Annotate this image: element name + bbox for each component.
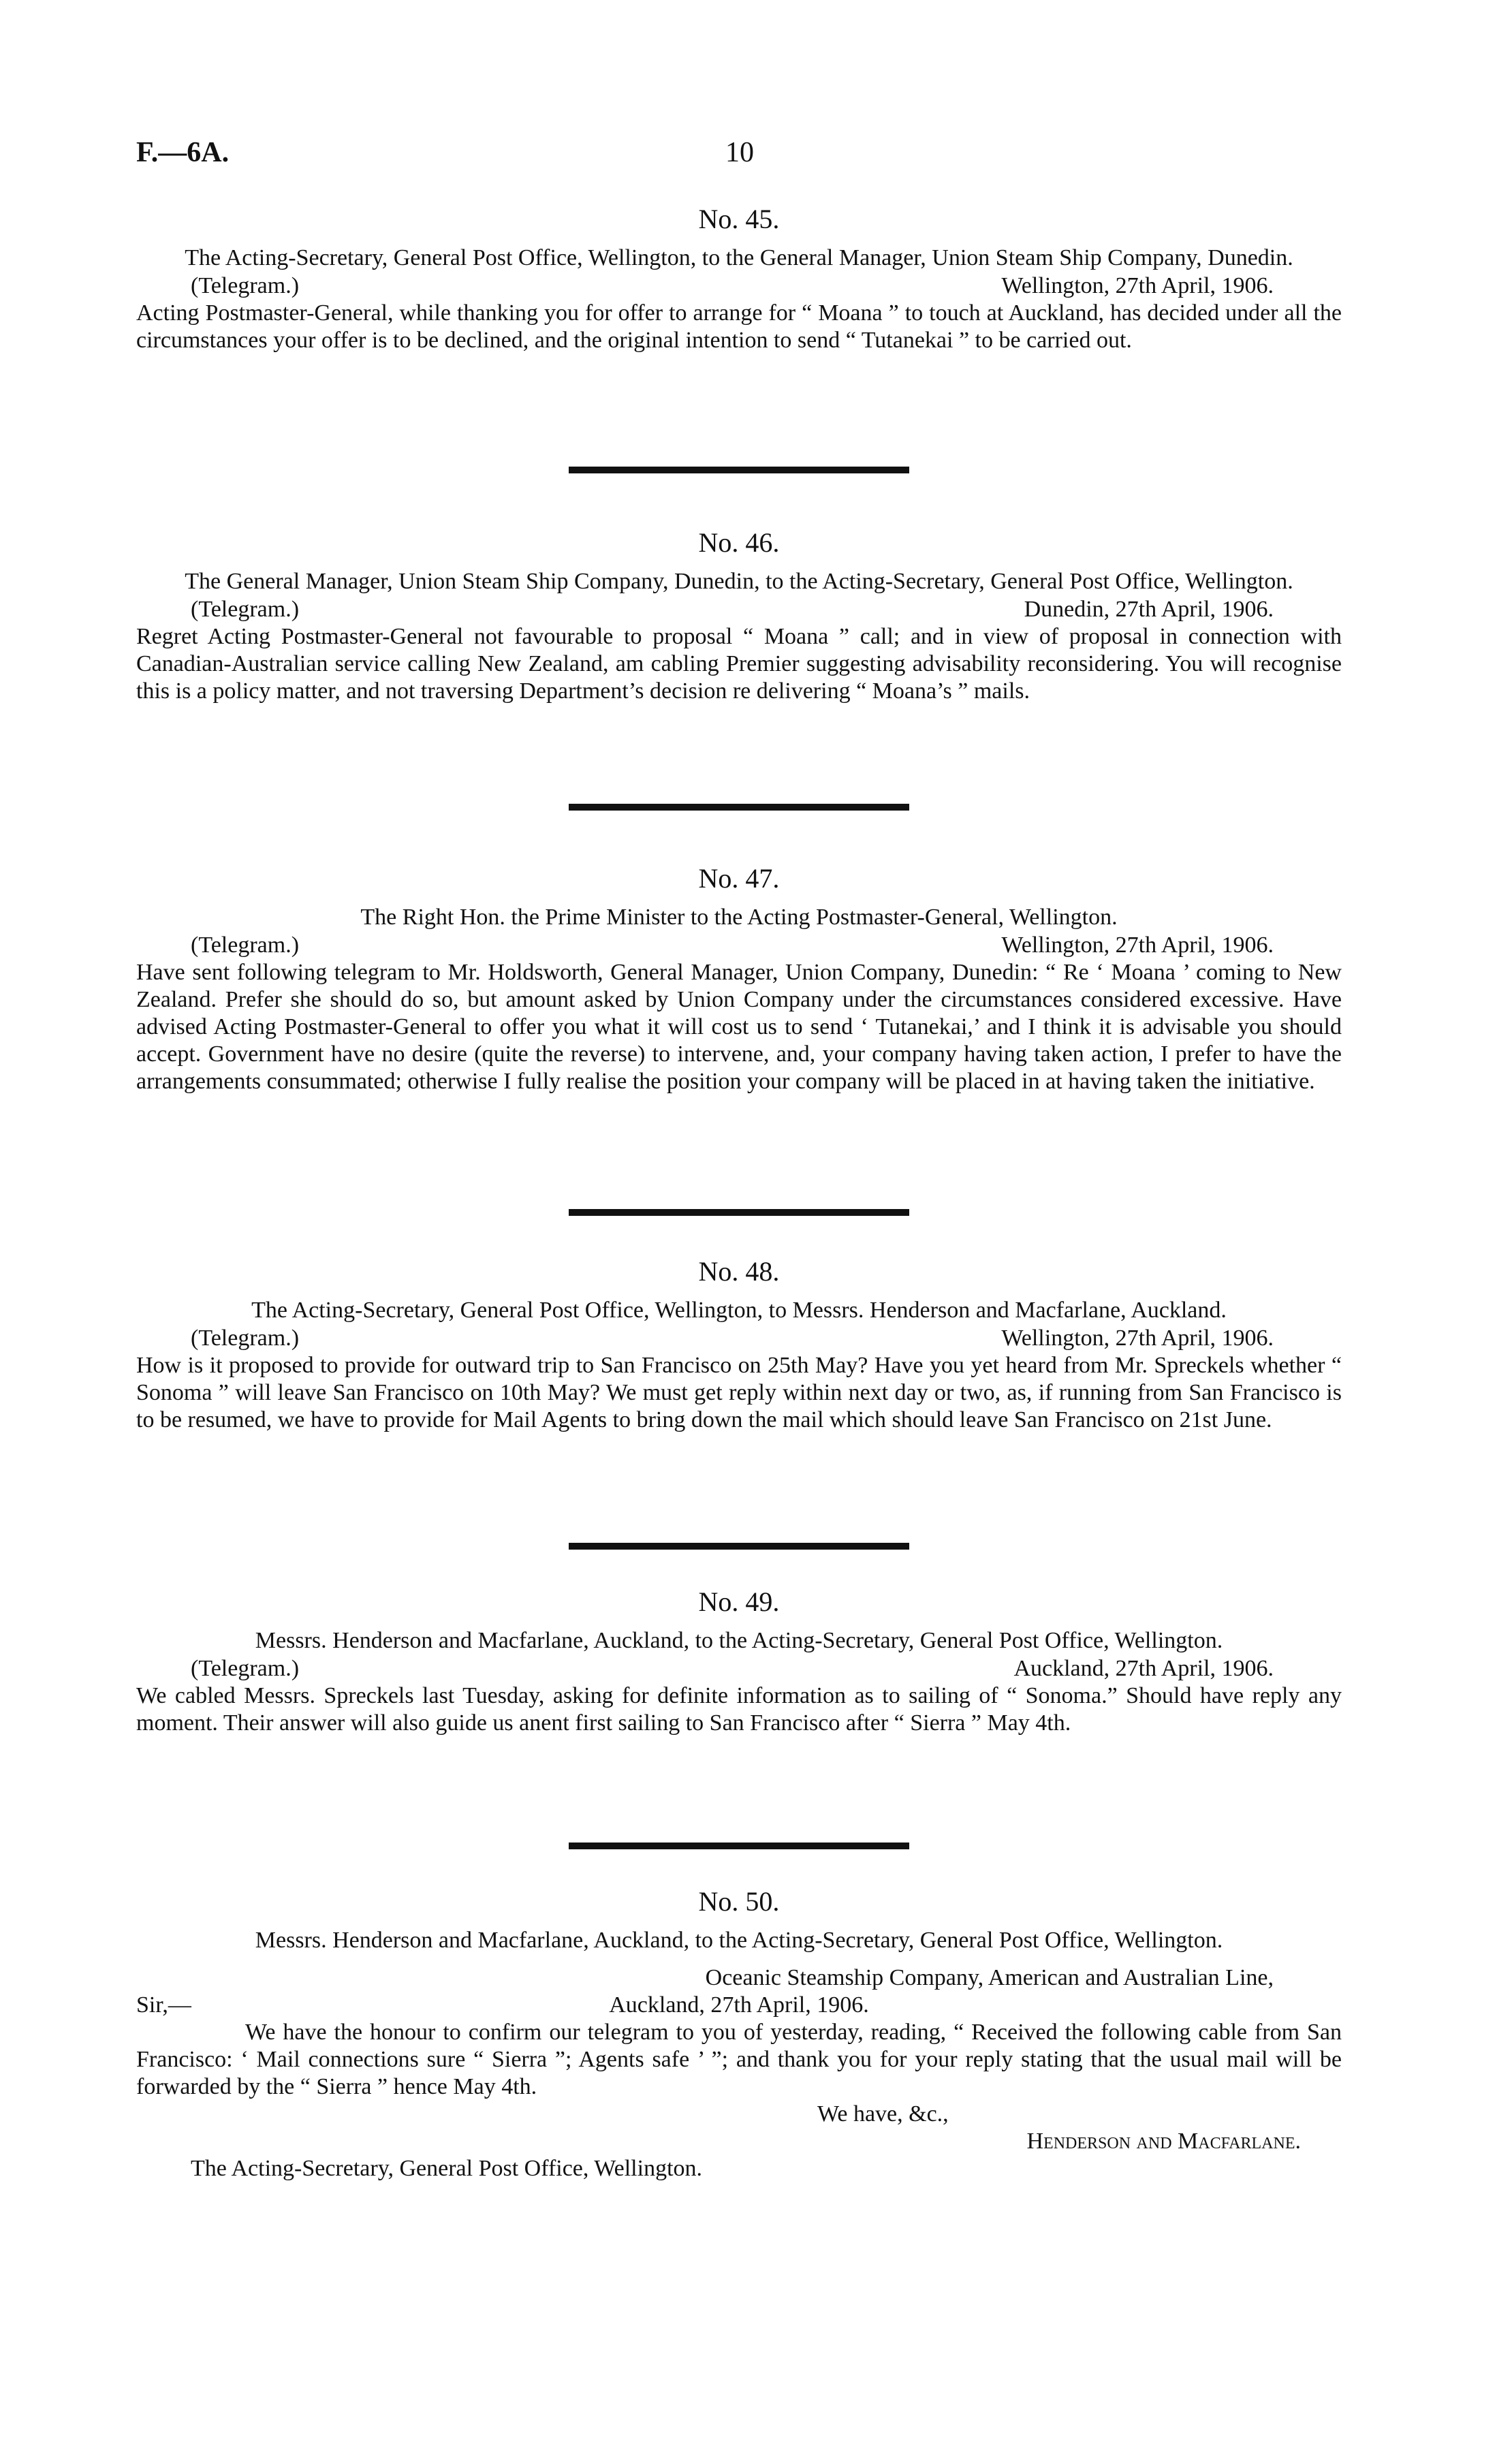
letter-address: The Acting-Secretary, General Post Office, Wellington, to the General Manager, Union Steam Ship Company, Dunedin. [185,245,1293,270]
section-divider [569,1543,909,1550]
letter-address: The General Manager, Union Steam Ship Company, Dunedin, to the Acting-Secretary, General Post Office, Wellington. [185,569,1293,594]
section-divider [569,1843,909,1849]
letter-body: How is it proposed to provide for outward trip to San Francisco on 25th May? Have you yet heard from Mr. Spreckels whether “ Sonoma ” will leave San Francisco on 10th May? We must get reply within next day or two, as, if running from San Francisco is to be resumed, we have to provide for Mail Agents to bring down the mail which should leave San Francisco on 21st June. [136,1353,1342,1432]
letter-type: (Telegram.) [191,273,300,298]
letter-date: Wellington, 27th April, 1906. [1001,273,1274,298]
letter-49 [136,1587,1342,1737]
letter-date: Auckland, 27th April, 1906. [1013,1656,1274,1681]
letter-number: No. 48. [698,1256,780,1287]
letter-body: We have the honour to confirm our telegram to you of yesterday, reading, “ Received the following cable from San Francisco: ‘ Mail connections sure “ Sierra ”; Agents safe ’ ”; and thank you for your reply stating that the usual mail will be forwarded by the “ Sierra ” hence May 4th. [136,2020,1342,2099]
letter-date: Wellington, 27th April, 1906. [1001,1326,1274,1351]
letter-type: (Telegram.) [191,1326,300,1351]
closing-phrase: We have, &c., [817,2101,949,2127]
letter-number: No. 49. [698,1586,780,1617]
letter-body: Regret Acting Postmaster-General not favourable to proposal “ Moana ” call; and in view of proposal in connection with Canadian-Australian service calling New Zealand, am cabling Premier suggesting advisability reconsidering. You will recognise this is a policy matter, and not traversing Department’s decision re delivering “ Moana’s ” mails. [136,624,1342,704]
letter-type: (Telegram.) [191,597,300,622]
letter-47 [136,864,1342,1095]
signature: Henderson and Macfarlane. [1026,2129,1301,2154]
page-header [136,136,1342,177]
letter-address: Messrs. Henderson and Macfarlane, Auckland, to the Acting-Secretary, General Post Office, Wellington. [255,1628,1223,1653]
letter-45 [136,204,1342,354]
letter-meta [136,932,1342,959]
letter-body: We cabled Messrs. Spreckels last Tuesday, asking for definite information as to sailing of “ Sonoma.” Should have reply any moment. Their answer will also guide us anent first sailing to San Francisco after “ Sierra ” May 4th. [136,1683,1342,1736]
page-number: 10 [725,137,754,168]
section-divider [569,804,909,811]
document-reference: F.—6A. [136,137,230,168]
letter-46 [136,528,1342,705]
letter-type: (Telegram.) [191,932,300,958]
letterhead-organisation: Oceanic Steamship Company, American and Australian Line, [705,1965,1274,1990]
letter-address: The Acting-Secretary, General Post Office, Wellington, to Messrs. Henderson and Macfarlane, Auckland. [251,1298,1227,1323]
letter-date: Dunedin, 27th April, 1906. [1024,597,1274,622]
letter-address: Messrs. Henderson and Macfarlane, Auckland, to the Acting-Secretary, General Post Office, Wellington. [255,1928,1223,1953]
letter-meta [136,1325,1342,1352]
letter-place-date: Auckland, 27th April, 1906. [609,1992,869,2018]
letter-meta [136,1655,1342,1682]
letter-body: Acting Postmaster-General, while thanking you for offer to arrange for “ Moana ” to touch at Auckland, has decided under all the circumstances your offer is to be declined, and the original intention to send “ Tutanekai ” to be carried out. [136,300,1342,353]
addressee: The Acting-Secretary, General Post Office, Wellington. [191,2156,703,2181]
letter-address: The Right Hon. the Prime Minister to the Acting Postmaster-General, Wellington. [360,905,1118,930]
letter-number: No. 47. [698,863,780,894]
salutation: Sir,— [136,1992,191,2018]
letter-50 [136,1887,1342,2182]
letter-meta [136,596,1342,623]
letter-type: (Telegram.) [191,1656,300,1681]
letter-number: No. 50. [698,1886,780,1917]
section-divider [569,1209,909,1216]
letter-body: Have sent following telegram to Mr. Holdsworth, General Manager, Union Company, Dunedin: “ Re ‘ Moana ’ coming to New Zealand. Prefer she should do so, but amount asked by Union Company under the circumstances considered excessive. Have advised Acting Postmaster-General to offer you what it will cost us to send ‘ Tutanekai,’ and I think it is advisable you should accept. Government have no desire (quite the reverse) to intervene, and, your company having taken action, I prefer to have the arrangements consummated; otherwise I fully realise the position your company will be placed in at having taken the initiative. [136,960,1342,1094]
section-divider [569,467,909,473]
letter-number: No. 45. [698,204,780,234]
closing-block [136,2101,1342,2155]
letter-meta [136,272,1342,300]
letter-number: No. 46. [698,527,780,558]
letter-date: Wellington, 27th April, 1906. [1001,932,1274,958]
letter-48 [136,1257,1342,1434]
